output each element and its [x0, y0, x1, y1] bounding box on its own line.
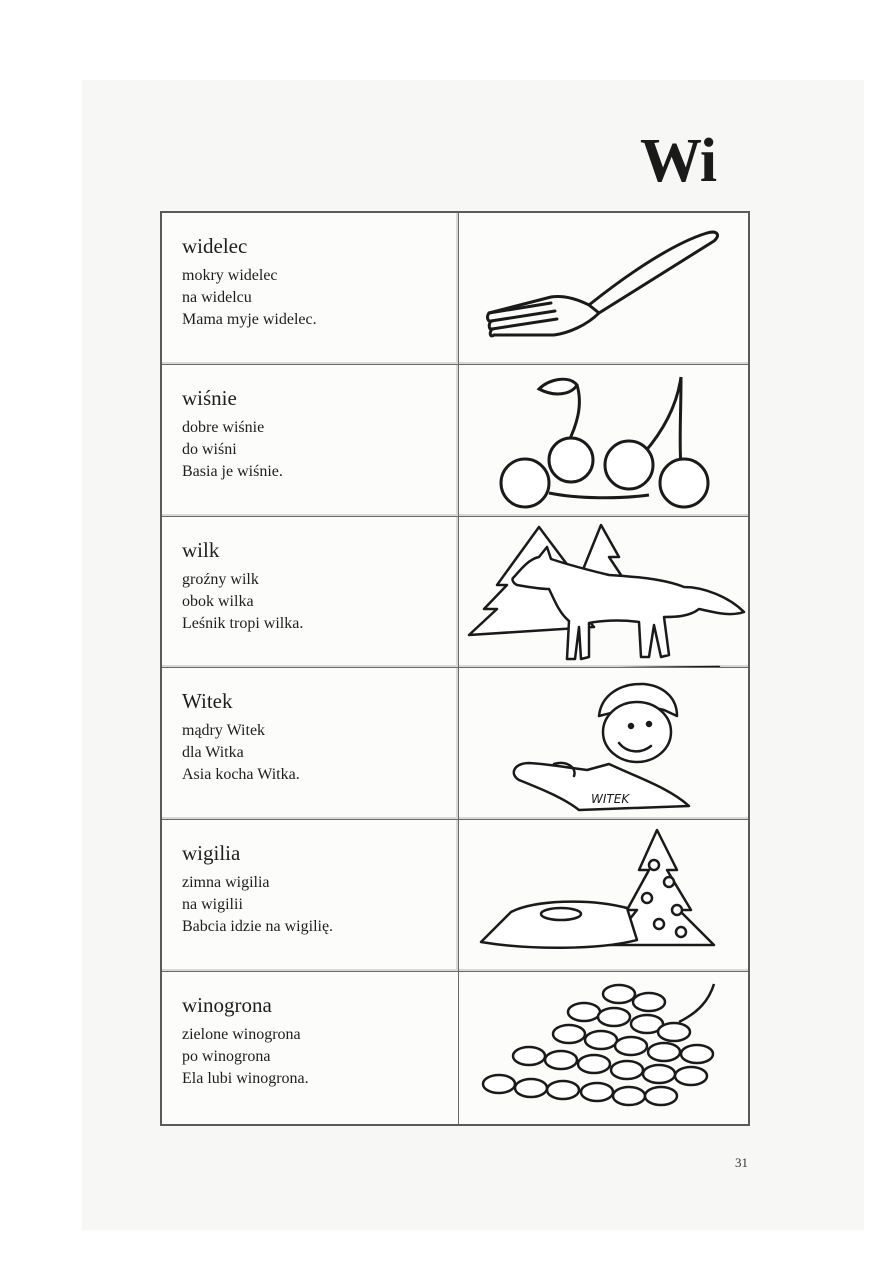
vocabulary-word: wiśnie: [182, 385, 237, 410]
shirt-text: WITEK: [591, 792, 630, 807]
example-phrase: dobre wiśnie: [182, 418, 265, 436]
example-phrase: dla Witka: [182, 744, 244, 762]
example-phrase: groźny wilk: [182, 570, 259, 588]
example-phrase: na widelcu: [182, 289, 252, 306]
picture-cell-grapes: [459, 972, 748, 1124]
table-row-text-witek: [162, 668, 459, 820]
example-phrase: Ela lubi winogrona.: [182, 1070, 309, 1088]
example-phrase: obok wilka: [182, 592, 254, 610]
example-phrase: Leśnik tropi wilka.: [182, 614, 304, 632]
example-phrase: Mama myje widelec.: [182, 311, 317, 328]
example-phrase: do wiśni: [182, 440, 237, 458]
picture-cell-wolf: [459, 517, 748, 669]
example-phrase: mokry widelec: [182, 267, 278, 284]
vocabulary-word: Witek: [182, 689, 233, 714]
vocabulary-word: wilk: [182, 537, 220, 562]
example-phrase: po winogrona: [182, 1048, 271, 1066]
vocabulary-table: [160, 211, 750, 1126]
christmas-eve-icon: [459, 820, 748, 972]
picture-cell-wigilia: [459, 820, 748, 972]
picture-cell-fork: [459, 213, 748, 365]
example-phrase: Basia je wiśnie.: [182, 462, 283, 480]
example-phrase: zimna wigilia: [182, 874, 270, 892]
table-row-text-wilk: [162, 517, 459, 669]
table-row-text-wigilia: [162, 820, 459, 972]
example-phrase: Asia kocha Witka.: [182, 766, 300, 784]
example-phrase: zielone winogrona: [182, 1026, 301, 1044]
wolf-icon: [459, 517, 748, 669]
vocabulary-word: wigilia: [182, 841, 241, 866]
table-row-text-wisnie: [162, 365, 459, 517]
example-phrase: mądry Witek: [182, 722, 266, 740]
example-phrase: na wigilii: [182, 896, 243, 914]
boy-witek-icon: [459, 668, 748, 820]
page-number: 31: [735, 1155, 748, 1170]
grapes-icon: [459, 972, 748, 1124]
table-row-text-winogrona: [162, 972, 459, 1124]
picture-cell-witek: [459, 668, 748, 820]
page-title: Wi: [640, 127, 717, 195]
cherries-icon: [459, 365, 748, 517]
vocabulary-word: winogrona: [182, 993, 272, 1018]
fork-icon: [459, 213, 748, 365]
example-phrase: Babcia idzie na wigilię.: [182, 918, 334, 936]
table-row-text-widelec: [162, 213, 459, 365]
picture-cell-cherries: [459, 365, 748, 517]
vocabulary-word: widelec: [182, 234, 248, 258]
